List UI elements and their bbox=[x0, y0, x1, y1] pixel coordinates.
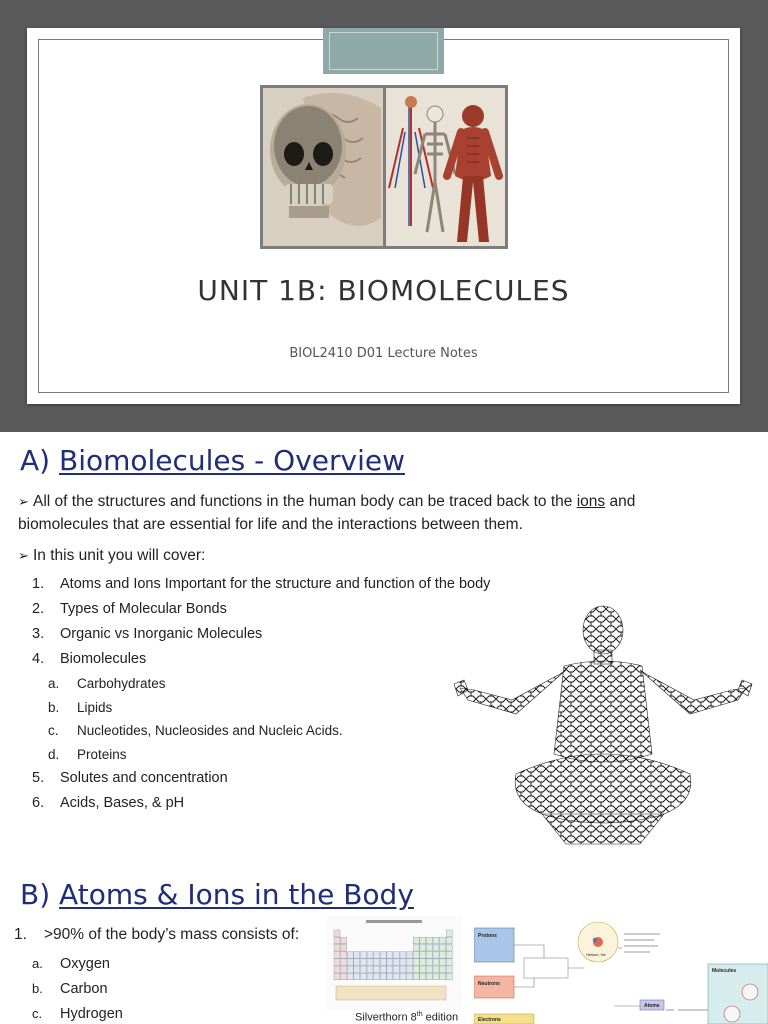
periodic-cell bbox=[341, 966, 347, 973]
periodic-cell bbox=[380, 959, 386, 966]
periodic-cell bbox=[433, 937, 439, 944]
list-item: 3. Organic vs Inorganic Molecules bbox=[32, 626, 263, 642]
decorative-tab bbox=[323, 28, 444, 74]
periodic-cell bbox=[341, 937, 347, 944]
periodic-cell bbox=[400, 959, 406, 966]
neutrons-label: Neutrons bbox=[478, 981, 500, 987]
list-item: 5. Solutes and concentration bbox=[32, 770, 228, 786]
periodic-cell bbox=[347, 959, 353, 966]
sub-list-item: a. Oxygen bbox=[32, 956, 110, 972]
periodic-cell bbox=[360, 959, 366, 966]
periodic-cell bbox=[420, 937, 426, 944]
sub-list-item: b. Carbon bbox=[32, 981, 108, 997]
sub-list-item: c. Hydrogen bbox=[32, 1006, 123, 1022]
periodic-cell bbox=[433, 944, 439, 951]
bullet-underlined-term: ions bbox=[576, 493, 606, 510]
periodic-cell bbox=[446, 937, 452, 944]
periodic-cell bbox=[440, 959, 446, 966]
periodic-cell bbox=[420, 973, 426, 980]
list-item: 4. Biomolecules bbox=[32, 651, 147, 667]
overview-heading bbox=[20, 444, 405, 477]
periodic-cell bbox=[354, 959, 360, 966]
overview-heading-link[interactable]: Biomolecules - Overview bbox=[58, 444, 405, 477]
periodic-cell bbox=[446, 959, 452, 966]
periodic-cell bbox=[407, 959, 413, 966]
periodic-cell bbox=[387, 973, 393, 980]
title-slide-card bbox=[27, 28, 740, 404]
electrons-label: Electrons bbox=[478, 1017, 501, 1023]
periodic-cell bbox=[354, 966, 360, 973]
periodic-cell bbox=[433, 959, 439, 966]
title-slide bbox=[0, 0, 768, 432]
periodic-cell bbox=[341, 952, 347, 959]
periodic-cell bbox=[433, 966, 439, 973]
arrow-bullet-icon: ➢ bbox=[18, 548, 29, 563]
list-item: 2. Types of Molecular Bonds bbox=[32, 601, 227, 617]
periodic-cell bbox=[334, 952, 340, 959]
periodic-cell bbox=[334, 959, 340, 966]
periodic-cell bbox=[413, 937, 419, 944]
periodic-cell bbox=[426, 937, 432, 944]
periodic-cell bbox=[374, 952, 380, 959]
bullet-structures bbox=[18, 490, 718, 536]
periodic-cell bbox=[380, 966, 386, 973]
periodic-cell bbox=[334, 937, 340, 944]
periodic-cell bbox=[420, 944, 426, 951]
periodic-cell bbox=[426, 952, 432, 959]
periodic-cell bbox=[367, 966, 373, 973]
periodic-cell bbox=[440, 944, 446, 951]
heading-prefix: B) bbox=[20, 878, 60, 911]
periodic-cell bbox=[387, 959, 393, 966]
atom-structure-diagram bbox=[474, 918, 768, 1024]
periodic-cell bbox=[367, 952, 373, 959]
figure-caption: Silverthorn 8th edition bbox=[355, 1011, 459, 1024]
list-item: 6. Acids, Bases, & pH bbox=[32, 795, 185, 811]
atoms-heading-link[interactable]: Atoms & Ions in the Body bbox=[59, 878, 414, 911]
bullet-text: In this unit you will cover: bbox=[33, 547, 206, 564]
periodic-cell bbox=[374, 959, 380, 966]
periodic-cell bbox=[407, 966, 413, 973]
periodic-cell bbox=[426, 944, 432, 951]
periodic-cell bbox=[446, 973, 452, 980]
periodic-table-figure bbox=[326, 916, 462, 1010]
periodic-cell bbox=[347, 952, 353, 959]
periodic-cell bbox=[393, 959, 399, 966]
periodic-cell bbox=[433, 973, 439, 980]
periodic-cell bbox=[387, 952, 393, 959]
periodic-cell bbox=[413, 944, 419, 951]
periodic-cell bbox=[334, 973, 340, 980]
helium-label: Helium, He bbox=[586, 952, 606, 957]
molecular-meditation-figure bbox=[446, 604, 760, 848]
periodic-cell bbox=[413, 966, 419, 973]
periodic-cell bbox=[420, 959, 426, 966]
periodic-cell bbox=[334, 966, 340, 973]
periodic-cell bbox=[413, 973, 419, 980]
sub-list-item: d. Proteins bbox=[48, 746, 127, 762]
periodic-cell bbox=[341, 944, 347, 951]
sub-list-item: c. Nucleotides, Nucleosides and Nucleic Acids. bbox=[48, 723, 343, 738]
protons-label: Protons bbox=[478, 933, 497, 939]
periodic-cell bbox=[393, 973, 399, 980]
periodic-cell bbox=[440, 973, 446, 980]
periodic-cell bbox=[400, 966, 406, 973]
periodic-cell bbox=[354, 973, 360, 980]
periodic-cell bbox=[400, 973, 406, 980]
periodic-cell bbox=[393, 966, 399, 973]
periodic-cell bbox=[367, 959, 373, 966]
slide-title: UNIT 1B: BIOMOLECULES bbox=[197, 274, 570, 307]
overview-slide bbox=[0, 432, 768, 850]
periodic-cell bbox=[374, 973, 380, 980]
periodic-cell bbox=[433, 952, 439, 959]
bullet-text-continued: and biomolecules that are essential for life and the interactions between them. bbox=[18, 493, 636, 533]
periodic-cell bbox=[446, 966, 452, 973]
periodic-cell bbox=[420, 966, 426, 973]
slide-subtitle: BIOL2410 D01 Lecture Notes bbox=[289, 346, 478, 361]
bullet-text: All of the structures and functions in the human body can be traced back to the bbox=[33, 493, 577, 510]
periodic-cell bbox=[413, 959, 419, 966]
periodic-cell bbox=[360, 966, 366, 973]
atoms-heading bbox=[20, 878, 414, 911]
periodic-cell bbox=[420, 952, 426, 959]
periodic-cell bbox=[341, 959, 347, 966]
atoms-label: Atoms bbox=[644, 1003, 660, 1009]
periodic-cell bbox=[426, 959, 432, 966]
periodic-cell bbox=[446, 930, 452, 937]
periodic-cell bbox=[367, 973, 373, 980]
periodic-cell bbox=[393, 952, 399, 959]
periodic-cell bbox=[407, 952, 413, 959]
periodic-cell bbox=[387, 966, 393, 973]
list-item: 1. Atoms and Ions Important for the structure and function of the body bbox=[32, 576, 491, 592]
molecules-label: Molecules bbox=[712, 968, 737, 974]
periodic-cell bbox=[334, 944, 340, 951]
anatomy-image bbox=[260, 85, 508, 249]
periodic-cell bbox=[440, 966, 446, 973]
periodic-cell bbox=[426, 966, 432, 973]
sub-list-item: a. Carbohydrates bbox=[48, 676, 166, 691]
heading-prefix: A) bbox=[20, 444, 59, 477]
periodic-cell bbox=[374, 966, 380, 973]
periodic-cell bbox=[380, 973, 386, 980]
arrow-bullet-icon: ➢ bbox=[18, 494, 29, 509]
periodic-cell bbox=[347, 973, 353, 980]
sub-list-item: b. Lipids bbox=[48, 699, 113, 715]
periodic-cell bbox=[446, 952, 452, 959]
periodic-cell bbox=[341, 973, 347, 980]
periodic-cell bbox=[440, 937, 446, 944]
periodic-cell bbox=[426, 973, 432, 980]
periodic-cell bbox=[440, 952, 446, 959]
periodic-cell bbox=[360, 973, 366, 980]
periodic-cell bbox=[400, 952, 406, 959]
periodic-cell bbox=[360, 952, 366, 959]
periodic-cell bbox=[334, 930, 340, 937]
periodic-cell bbox=[347, 966, 353, 973]
periodic-cell bbox=[446, 944, 452, 951]
periodic-cell bbox=[413, 952, 419, 959]
list-item: 1. >90% of the body’s mass consists of: bbox=[14, 926, 300, 943]
atoms-ions-slide bbox=[0, 850, 768, 1024]
periodic-cell bbox=[407, 973, 413, 980]
bullet-unit-cover bbox=[18, 544, 718, 567]
periodic-cell bbox=[354, 952, 360, 959]
periodic-cell bbox=[380, 952, 386, 959]
